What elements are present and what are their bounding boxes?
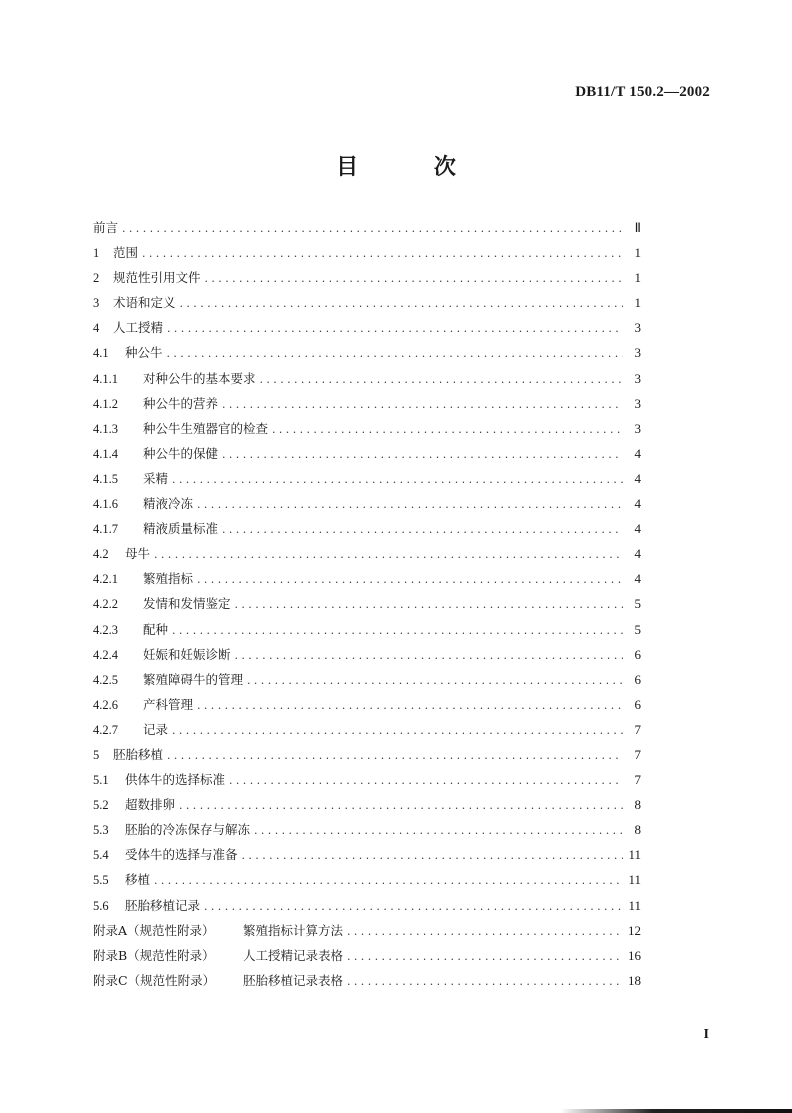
toc-entry-number: 3 bbox=[93, 296, 100, 311]
toc-dot-leader bbox=[235, 649, 623, 662]
toc-entry-number: 4 bbox=[93, 321, 100, 336]
toc-dot-leader bbox=[235, 598, 623, 611]
toc-entry[interactable] bbox=[93, 946, 641, 971]
toc-entry-page: 3 bbox=[634, 345, 641, 361]
toc-dot-leader bbox=[197, 699, 623, 712]
toc-entry-page: 3 bbox=[634, 420, 641, 436]
toc-entry-page: 6 bbox=[634, 671, 641, 687]
toc-dot-leader bbox=[142, 247, 623, 260]
toc-entry-page: 5 bbox=[634, 596, 641, 612]
toc-entry-page: 6 bbox=[634, 646, 641, 662]
toc-entry[interactable] bbox=[93, 268, 641, 293]
toc-entry-page: 8 bbox=[634, 822, 641, 838]
toc-entry-label: 人工授精 bbox=[113, 320, 164, 336]
toc-entry[interactable] bbox=[93, 820, 641, 845]
toc-dot-leader bbox=[172, 473, 623, 486]
toc-entry-number: 4.1 bbox=[93, 346, 109, 361]
toc-entry-number: 4.2.1 bbox=[93, 572, 118, 587]
toc-entry-page: 3 bbox=[634, 395, 641, 411]
toc-dot-leader bbox=[172, 624, 623, 637]
toc-entry[interactable] bbox=[93, 921, 641, 946]
toc-entry-label: 精液质量标准 bbox=[143, 521, 219, 537]
toc-entry[interactable] bbox=[93, 695, 641, 720]
toc-entry[interactable] bbox=[93, 318, 641, 343]
toc-entry-label: 规范性引用文件 bbox=[113, 270, 201, 286]
toc-entry-number: 4.2 bbox=[93, 547, 109, 562]
toc-entry-number: 5.3 bbox=[93, 823, 109, 838]
toc-dot-leader bbox=[347, 975, 623, 988]
toc-entry[interactable] bbox=[93, 544, 641, 569]
toc-entry-page: 11 bbox=[628, 847, 641, 863]
toc-entry-number: 4.1.5 bbox=[93, 471, 118, 486]
toc-entry-label: 胚胎移植记录 bbox=[125, 897, 201, 913]
toc-dot-leader bbox=[222, 523, 623, 536]
toc-dot-leader bbox=[347, 925, 623, 938]
toc-entry[interactable] bbox=[93, 293, 641, 318]
toc-entry-label: 繁殖障碍牛的管理 bbox=[143, 671, 244, 687]
toc-entry[interactable] bbox=[93, 670, 641, 695]
toc-dot-leader bbox=[197, 498, 623, 511]
page-number: I bbox=[703, 1027, 709, 1042]
toc-entry-page: 4 bbox=[634, 571, 641, 587]
toc-entry-number: 4.2.3 bbox=[93, 622, 118, 637]
toc-entry-page: 3 bbox=[634, 320, 641, 336]
toc-entry-label: 移植 bbox=[125, 872, 151, 888]
toc-entry-label: 发情和发情鉴定 bbox=[143, 596, 231, 612]
toc-entry[interactable] bbox=[93, 494, 641, 519]
toc-entry-number: 4.2.5 bbox=[93, 672, 118, 687]
toc-entry-label: 超数排卵 bbox=[125, 797, 176, 813]
toc-entry[interactable] bbox=[93, 795, 641, 820]
scan-edge-artifact bbox=[560, 1109, 792, 1113]
toc-entry-page: 18 bbox=[628, 972, 641, 988]
toc-entry-label: 精液冷冻 bbox=[143, 496, 194, 512]
toc-entry-label: 采精 bbox=[143, 470, 169, 486]
toc-entry-label: 人工授精记录表格 bbox=[243, 947, 344, 963]
table-of-contents bbox=[93, 218, 641, 996]
toc-entry-page: Ⅱ bbox=[634, 220, 641, 235]
toc-entry-page: 8 bbox=[634, 797, 641, 813]
toc-dot-leader bbox=[222, 398, 623, 411]
toc-entry[interactable] bbox=[93, 569, 641, 594]
toc-entry-number: 1 bbox=[93, 246, 100, 261]
toc-entry-label: 产科管理 bbox=[143, 696, 194, 712]
toc-dot-leader bbox=[154, 874, 623, 887]
toc-entry-page: 7 bbox=[634, 746, 641, 762]
toc-entry[interactable] bbox=[93, 645, 641, 670]
toc-entry-page: 3 bbox=[634, 370, 641, 386]
toc-dot-leader bbox=[179, 799, 623, 812]
toc-entry-number: 4.2.2 bbox=[93, 597, 118, 612]
toc-entry-page: 4 bbox=[634, 470, 641, 486]
toc-entry-number: 5.4 bbox=[93, 848, 109, 863]
toc-entry-page: 11 bbox=[628, 872, 641, 888]
toc-entry-label: 范围 bbox=[113, 245, 139, 261]
toc-entry-label: 术语和定义 bbox=[113, 295, 176, 311]
toc-entry-page: 4 bbox=[634, 496, 641, 512]
toc-entry-number: 5.2 bbox=[93, 798, 109, 813]
toc-entry-number: 附录C（规范性附录） bbox=[93, 972, 216, 988]
toc-dot-leader bbox=[154, 548, 623, 561]
toc-entry-label: 对种公牛的基本要求 bbox=[143, 370, 256, 386]
toc-entry-page: 1 bbox=[634, 295, 641, 311]
toc-dot-leader bbox=[180, 297, 623, 310]
toc-entry-page: 4 bbox=[634, 521, 641, 537]
toc-entry-label: 种公牛的营养 bbox=[143, 395, 219, 411]
toc-dot-leader bbox=[260, 373, 623, 386]
toc-entry[interactable] bbox=[93, 243, 641, 268]
toc-entry[interactable] bbox=[93, 419, 641, 444]
toc-entry[interactable] bbox=[93, 745, 641, 770]
toc-entry-number: 4.1.1 bbox=[93, 371, 118, 386]
standard-code: DB11/T 150.2—2002 bbox=[575, 84, 710, 100]
toc-entry[interactable] bbox=[93, 343, 641, 368]
toc-dot-leader bbox=[205, 272, 623, 285]
toc-entry-label: 繁殖指标计算方法 bbox=[243, 922, 344, 938]
toc-entry[interactable] bbox=[93, 394, 641, 419]
toc-dot-leader bbox=[229, 774, 623, 787]
toc-entry-label: 妊娠和妊娠诊断 bbox=[143, 646, 231, 662]
toc-entry-page: 7 bbox=[634, 721, 641, 737]
toc-dot-leader bbox=[254, 824, 623, 837]
toc-entry-number: 附录A（规范性附录） bbox=[93, 922, 215, 938]
toc-entry-label: 供体牛的选择标准 bbox=[125, 772, 226, 788]
toc-entry[interactable] bbox=[93, 896, 641, 921]
toc-entry-label: 胚胎的冷冻保存与解冻 bbox=[125, 822, 251, 838]
toc-entry-number: 4.1.2 bbox=[93, 396, 118, 411]
toc-entry-number: 附录B（规范性附录） bbox=[93, 947, 215, 963]
toc-entry-page: 6 bbox=[634, 696, 641, 712]
toc-entry-page: 1 bbox=[634, 270, 641, 286]
toc-entry-page: 16 bbox=[628, 947, 641, 963]
toc-dot-leader bbox=[167, 749, 623, 762]
toc-entry-label: 种公牛生殖器官的检查 bbox=[143, 420, 269, 436]
toc-entry[interactable] bbox=[93, 720, 641, 745]
toc-entry[interactable] bbox=[93, 870, 641, 895]
toc-entry[interactable] bbox=[93, 218, 641, 243]
toc-entry-number: 4.1.6 bbox=[93, 497, 118, 512]
toc-entry-label: 受体牛的选择与准备 bbox=[125, 847, 238, 863]
toc-entry-label: 胚胎移植 bbox=[113, 746, 164, 762]
toc-entry-number: 4.1.3 bbox=[93, 421, 118, 436]
toc-entry[interactable] bbox=[93, 845, 641, 870]
toc-entry[interactable] bbox=[93, 469, 641, 494]
toc-entry-number: 4.1.4 bbox=[93, 446, 118, 461]
page-title: 目 次 bbox=[336, 155, 490, 180]
toc-entry-label: 繁殖指标 bbox=[143, 571, 194, 587]
toc-entry-number: 4.2.4 bbox=[93, 647, 118, 662]
toc-entry-page: 5 bbox=[634, 621, 641, 637]
toc-entry-number: 4.1.7 bbox=[93, 522, 118, 537]
toc-dot-leader bbox=[197, 573, 623, 586]
toc-entry[interactable] bbox=[93, 519, 641, 544]
toc-entry-number: 5.5 bbox=[93, 873, 109, 888]
toc-entry-page: 7 bbox=[634, 772, 641, 788]
toc-dot-leader bbox=[272, 423, 623, 436]
toc-entry-label: 母牛 bbox=[125, 546, 151, 562]
toc-dot-leader bbox=[167, 322, 623, 335]
toc-entry-number: 5.6 bbox=[93, 898, 109, 913]
toc-entry-number: 5 bbox=[93, 747, 100, 762]
toc-entry-page: 1 bbox=[634, 245, 641, 261]
toc-entry[interactable] bbox=[93, 594, 641, 619]
toc-entry-page: 12 bbox=[628, 922, 641, 938]
toc-entry[interactable] bbox=[93, 369, 641, 394]
toc-entry-page: 11 bbox=[628, 897, 641, 913]
toc-dot-leader bbox=[172, 724, 623, 737]
toc-entry-label: 胚胎移植记录表格 bbox=[243, 972, 344, 988]
toc-entry-label: 配种 bbox=[143, 621, 169, 637]
toc-dot-leader bbox=[347, 950, 623, 963]
toc-entry-label: 种公牛 bbox=[125, 345, 163, 361]
toc-entry-number: 4.2.6 bbox=[93, 697, 118, 712]
toc-entry[interactable] bbox=[93, 971, 641, 996]
toc-entry-page: 4 bbox=[634, 546, 641, 562]
toc-dot-leader bbox=[247, 674, 623, 687]
toc-dot-leader bbox=[122, 222, 623, 235]
toc-dot-leader bbox=[167, 347, 623, 360]
toc-entry-label: 前言 bbox=[93, 220, 119, 235]
toc-entry[interactable] bbox=[93, 620, 641, 645]
toc-entry[interactable] bbox=[93, 444, 641, 469]
toc-entry-page: 4 bbox=[634, 445, 641, 461]
toc-entry-number: 2 bbox=[93, 271, 100, 286]
toc-entry-number: 5.1 bbox=[93, 773, 109, 788]
toc-dot-leader bbox=[222, 448, 623, 461]
toc-entry-label: 记录 bbox=[143, 721, 169, 737]
toc-entry-number: 4.2.7 bbox=[93, 722, 118, 737]
toc-entry[interactable] bbox=[93, 770, 641, 795]
toc-dot-leader bbox=[204, 900, 623, 913]
toc-entry-label: 种公牛的保健 bbox=[143, 445, 219, 461]
toc-dot-leader bbox=[242, 849, 623, 862]
